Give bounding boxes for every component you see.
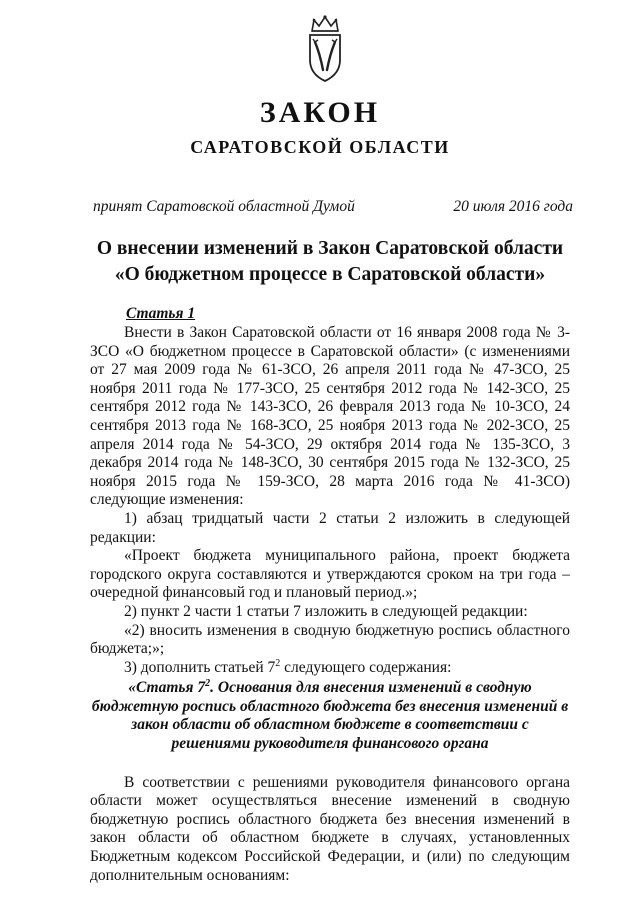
- coat-of-arms-icon: [304, 14, 346, 84]
- law-heading-line-2: «О бюджетном процессе в Саратовской области»: [114, 264, 546, 285]
- new-article-title: [90, 679, 570, 753]
- article-body: [90, 324, 570, 885]
- item-3-text: 3) дополнить статьей 7: [124, 658, 276, 676]
- item-2-quote-paragraph: «2) вносить изменения в сводную бюджетную роспись областного бюджета;»;: [90, 621, 570, 658]
- new-article-prefix: «Статья 7: [128, 679, 206, 697]
- item-2-paragraph: 2) пункт 2 части 1 статьи 7 изложить в следующей редакции:: [124, 602, 528, 620]
- new-article-superscript: 2: [205, 678, 211, 690]
- new-article-title-text: . Основания для внесения изменений в сводную бюджетную роспись областного бюджета без внесения изменений в закон области об областном бюджете в соответствии с решениями руководителя финансового органа: [91, 679, 569, 753]
- item-3-tail: следующего содержания:: [280, 658, 452, 676]
- law-heading-line-1: О внесении изменений в Закон Саратовской области: [96, 238, 564, 259]
- adopted-date: 20 июля 2016 года: [453, 198, 573, 215]
- law-heading: [60, 236, 600, 288]
- document-subtitle: САРАТОВСКОЙ ОБЛАСТИ: [190, 137, 450, 157]
- article-label: Статья 1: [126, 305, 196, 322]
- item-3-superscript: 2: [275, 657, 281, 669]
- document-title: ЗАКОН: [259, 96, 381, 129]
- new-article-body-paragraph: В соответствии с решениями руководителя финансового органа области может осуществляться внесение изменений в сводную бюджетную роспись областного бюджета без внесения изменений в закон области об областном бюджете в случаях, установленных Бюджетным кодексом Российской Федерации, и (или) по следующим дополнительным основаниям:: [90, 773, 570, 884]
- adopted-by: принят Саратовской областной Думой: [93, 198, 355, 215]
- item-3-paragraph: [90, 659, 570, 678]
- article-intro-paragraph: Внести в Закон Саратовской области от 16 января 2008 года № 3-ЗСО «О бюджетном процессе в Саратовской области» (с изменениями от 27 мая 2009 года № 61-ЗСО, 26 апреля 2011 года № 47-ЗСО, 25 ноября 2011 года № 177-ЗСО, 25 сентября 2012 года № 142-ЗСО, 25 сентября 2012 года № 143-ЗСО, 26 февраля 2013 года № 10-ЗСО, 24 сентября 2013 года № 168-ЗСО, 25 ноября 2013 года № 202-ЗСО, 25 апреля 2014 года № 54-ЗСО, 29 октября 2014 года № 135-ЗСО, 3 декабря 2014 года № 148-ЗСО, 30 сентября 2015 года № 132-ЗСО, 25 ноября 2015 года № 159-ЗСО, 28 марта 2016 года № 41-ЗСО) следующие изменения:: [90, 324, 570, 509]
- item-1-quote-paragraph: «Проект бюджета муниципального района, проект бюджета городского округа составляются и утверждаются сроком на три года – очередной финансовый год и плановый период.»;: [90, 547, 570, 602]
- item-1-paragraph: 1) абзац тридцатый части 2 статьи 2 изложить в следующей редакции:: [90, 509, 570, 546]
